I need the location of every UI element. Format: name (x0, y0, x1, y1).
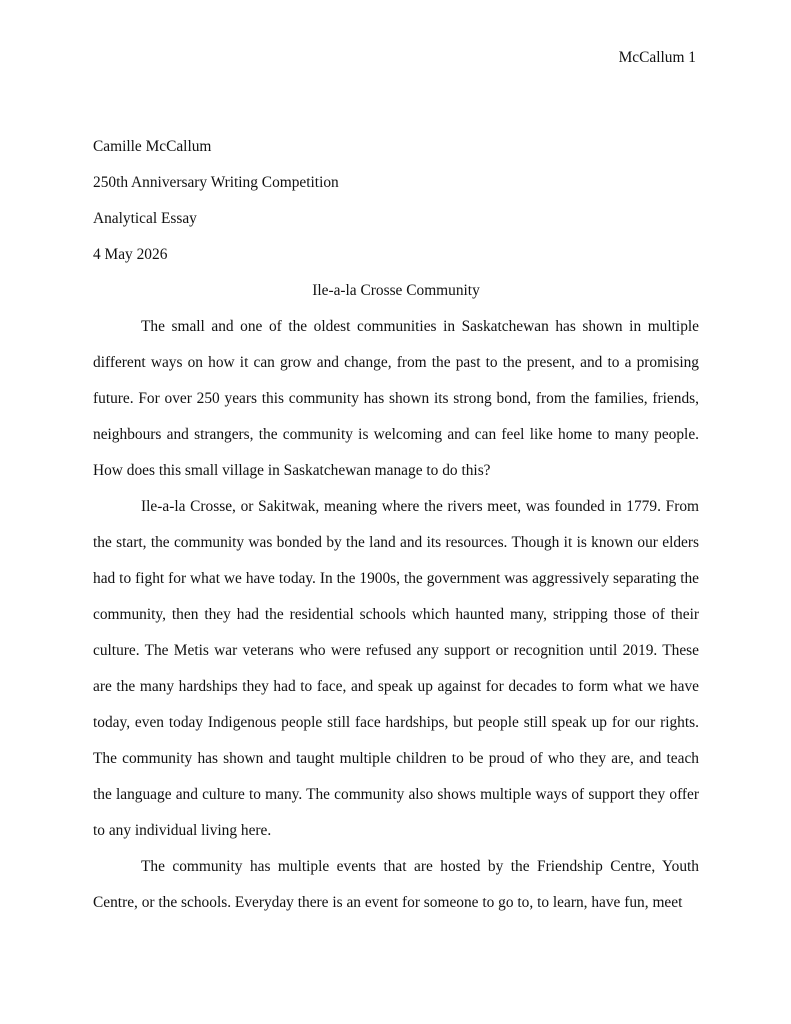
competition-name: 250th Anniversary Writing Competition (93, 174, 339, 191)
paragraph-events (93, 849, 699, 921)
essay-body (93, 129, 699, 921)
essay-type: Analytical Essay (93, 210, 197, 227)
essay-date: 4 May 2026 (93, 246, 168, 263)
paragraph-text: The community has multiple events that are hosted by the Friendship Centre, Youth Centre, or the schools. Everyday there is an event for someone to go to, to learn, have fun, meet (93, 858, 699, 911)
paragraph-text: Ile-a-la Crosse, or Sakitwak, meaning where the rivers meet, was founded in 1779. From the start, the community was bonded by the land and its resources. Though it is known our elders had to fight for what we have today. In the 1900s, the government was aggressively separating the community, then they had the residential schools which haunted many, stripping those of their culture. The Metis war veterans who were refused any support or recognition until 2019. These are the many hardships they had to face, and speak up against for decades to form what we have today, even today Indigenous people still face hardships, but people still speak up for our rights. The community has shown and taught multiple children to be proud of who they are, and teach the language and culture to many. The community also shows multiple ways of support they offer to any individual living here. (93, 498, 699, 839)
author-name: Camille McCallum (93, 138, 212, 155)
paragraph-history (93, 489, 699, 849)
paragraph-text: The small and one of the oldest communities in Saskatchewan has shown in multiple different ways on how it can grow and change, from the past to the present, and to a promising future. For over 250 years this community has shown its strong bond, from the families, friends, neighbours and strangers, the community is welcoming and can feel like home to many people. How does this small village in Saskatchewan manage to do this? (93, 318, 699, 479)
paragraph-intro (93, 309, 699, 489)
essay-title: Ile-a-la Crosse Community (312, 282, 480, 299)
running-head: McCallum 1 (618, 49, 696, 66)
